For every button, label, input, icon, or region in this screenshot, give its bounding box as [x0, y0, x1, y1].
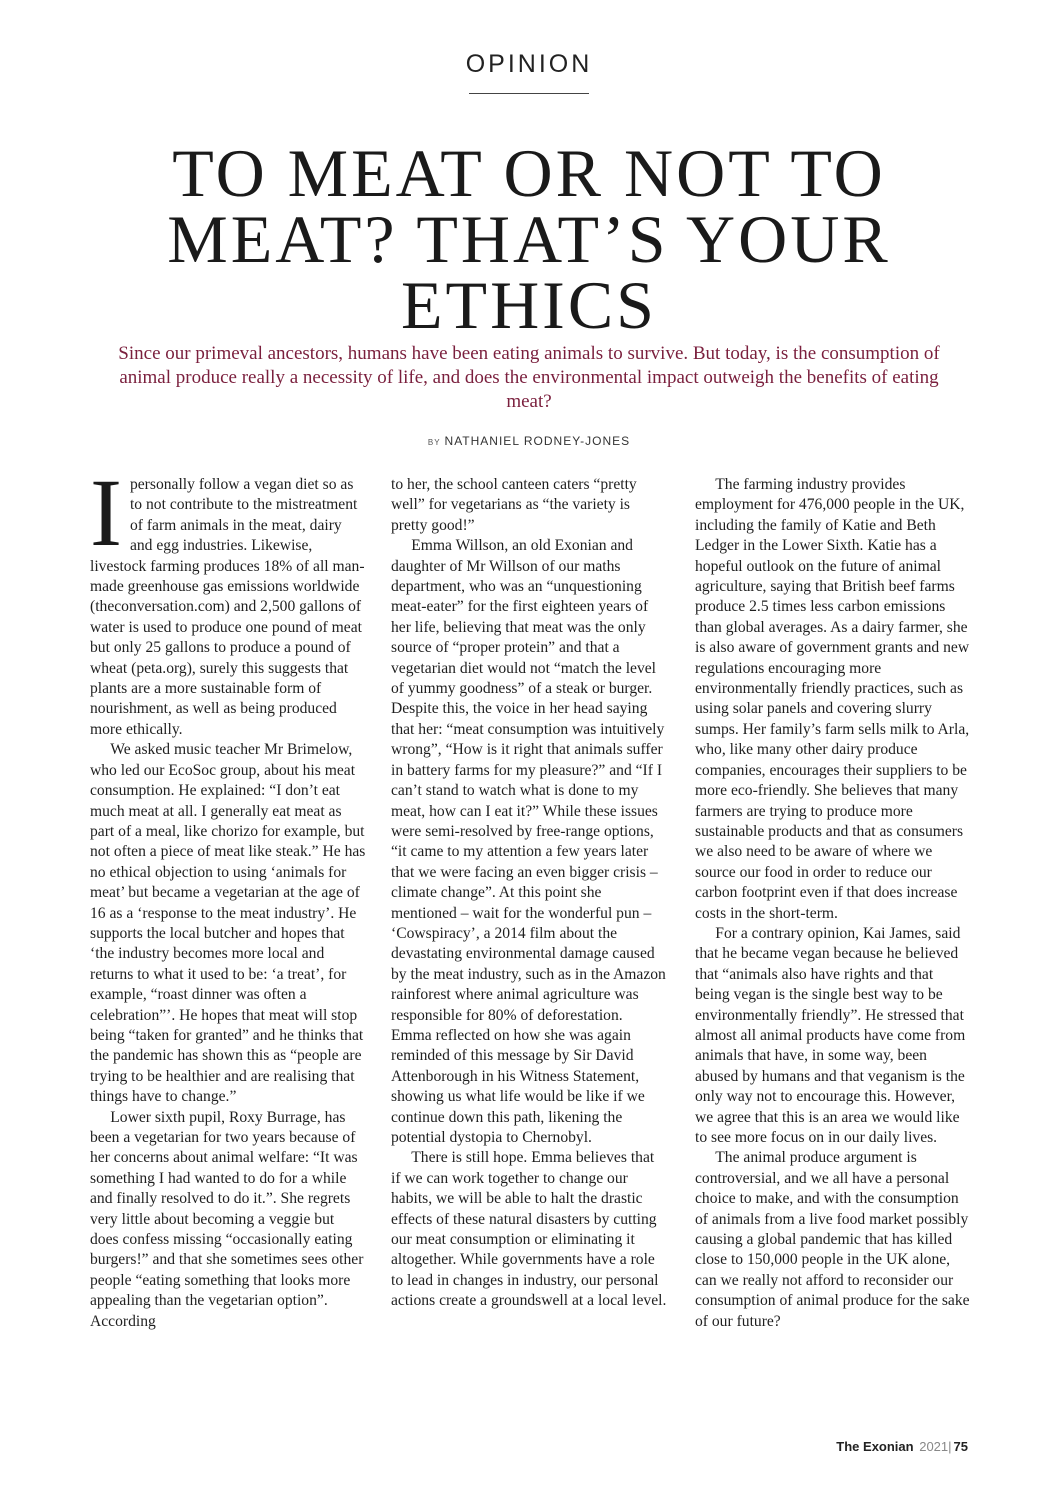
- article-column-3: [695, 475, 971, 1332]
- article-headline: TO MEAT OR NOT TO MEAT? THAT’S YOUR ETHICS: [167, 135, 891, 343]
- article-paragraph: [90, 459, 366, 740]
- byline-author: NATHANIEL RODNEY-JONES: [444, 434, 631, 448]
- article-paragraph: We asked music teacher Mr Brimelow, who led our EcoSoc group, about his meat consumption. He explained: “I don’t eat much meat at all. I generally eat meat as part of a meal, like chorizo for example, but not often a piece of meat like steak.” He has no ethical objection to using ‘animals for meat’ but became a vegetarian at the age of 16 as a ‘response to the meat industry’. He supports the local butcher and hopes that ‘the industry becomes more local and returns to what it used to be: ‘a treat’, for example, “roast dinner was often a celebration”’. He hopes that meat will stop being “taken for granted” and he thinks that the pandemic has shown this as “people are trying to be healthier and are realising that things have to change.”: [90, 741, 366, 1106]
- byline: [0, 434, 1058, 448]
- article-paragraph: For a contrary opinion, Kai James, said that he became vegan because he believed that “animals also have rights and that being vegan is the single best way to be environmentally friendly”. He stressed that almost all animal products have come from animals that have, in some way, been abused by humans and that veganism is the only way not to encourage this. However, we agree that this is an area we would like to see more focus on in our daily lives.: [695, 924, 966, 1146]
- publication-name: The Exonian: [836, 1439, 914, 1454]
- page-footer: [836, 1439, 968, 1454]
- article-paragraph: to her, the school canteen caters “pretty well” for vegetarians as “the variety is pretty good!”: [391, 476, 637, 534]
- article-paragraph: The farming industry provides employment for 476,000 people in the UK, including the family of Katie and Beth Ledger in the Lower Sixth. Katie has a hopeful outlook on the future of animal agriculture, saying that British beef farms produce 2.5 times less carbon emissions than global averages. As a dairy farmer, she is also aware of government grants and new regulations encouraging more environmentally friendly practices, such as using solar panels and covering slurry sumps. Her family’s farm sells milk to Arla, who, like many other dairy produce companies, encourages their suppliers to be more eco-friendly. She believes that many farmers are trying to produce more sustainable products and that as consumers we also need to be aware of where we source our food in order to reduce our carbon footprint even if that does increase costs in the short-term.: [695, 476, 970, 922]
- drop-cap: I: [90, 459, 122, 566]
- page-number: 75: [953, 1439, 968, 1454]
- byline-prefix: BY: [427, 438, 441, 447]
- footer-separator: |: [948, 1439, 952, 1454]
- article-standfirst: Since our primeval ancestors, humans have been eating animals to survive. But today, is the consumption of animal produce really a necessity of life, and does the environmental impact outweigh the benefits of eating meat?: [118, 343, 940, 412]
- article-column-2: [391, 475, 667, 1312]
- section-label: OPINION: [465, 50, 593, 78]
- article-paragraph: Lower sixth pupil, Roxy Burrage, has been a vegetarian for two years because of her concerns about animal welfare: “It was something I had wanted to do for a while and finally resolved to do it.”. She regrets very little about becoming a veggie but does confess missing “occasionally eating burgers!” and that she sometimes sees other people “eating something that looks more appealing than the vegetarian option”. According: [90, 1108, 364, 1330]
- paragraph-text: personally follow a vegan diet so as to not contribute to the mistreatment of farm animals in the meat, dairy and egg industries. Likewise, livestock farming produces 18% of all man-made greenhouse gas emissions worldwide (theconversation.com) and 2,500 gallons of water is used to produce one pound of meat but only 25 gallons to produce a pound of wheat (peta.org), surely this suggests that plants are a more sustainable form of nourishment, as well as being produced more ethically.: [90, 476, 365, 738]
- section-divider: [469, 93, 589, 94]
- article-column-1: [90, 459, 366, 1332]
- article-paragraph: Emma Willson, an old Exonian and daughter of Mr Willson of our maths department, who was an “unquestioning meat-eater” for the first eighteen years of her life, believing that meat was the only source of “proper protein” and that a vegetarian diet would not “match the level of yummy goodness” of a steak or burger. Despite this, the voice in her head saying that her: “meat consumption was intuitively wrong”, “How is it right that animals suffer in battery farms for my pleasure?” and “If I can’t stand to watch what is done to my meat, how can I eat it?” While these issues were semi-resolved by free-range options, “it came to my attention a few years later that we were facing an even bigger crisis – climate change”. At this point she mentioned – wait for the wonderful pun – ‘Cowspiracy’, a 2014 film about the devastating environmental damage caused by the meat industry, such as in the Amazon rainforest where animal agriculture was responsible for 80% of deforestation. Emma reflected on how she was again reminded of this message by Sir David Attenborough in his Witness Statement, showing us what life would be like if we continue down this path, likening the potential dystopia to Chernobyl.: [391, 537, 666, 1146]
- article-paragraph: The animal produce argument is controversial, and we all have a personal choice to make, and with the consumption of animals from a live food market possibly causing a global pandemic that has killed close to 150,000 people in the UK alone, can we really not afford to reconsider our consumption of animal produce for the sake of our future?: [695, 1149, 970, 1330]
- article-paragraph: There is still hope. Emma believes that if we can work together to change our habits, we will be able to halt the drastic effects of these natural disasters by cutting our meat consumption or eliminating it altogether. While governments have a role to lead in changes in industry, our personal actions create a groundswell at a local level.: [391, 1149, 667, 1310]
- publication-year: 2021: [919, 1439, 949, 1454]
